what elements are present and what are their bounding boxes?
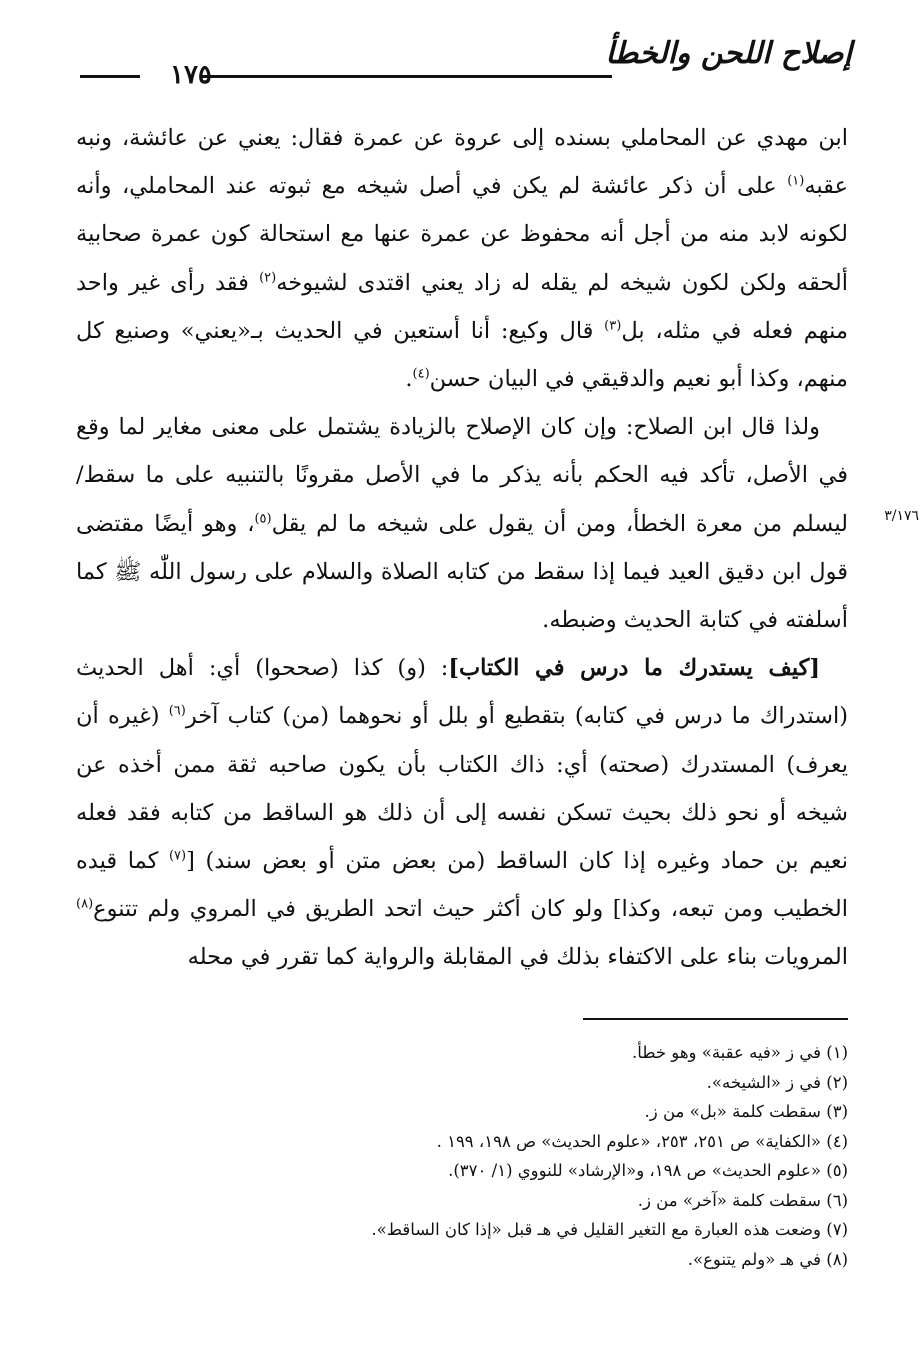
footnote-item: (٦) سقطت كلمة «آخر» من ز. <box>637 1190 848 1210</box>
section-heading: [كيف يستدرك ما درس في الكتاب] <box>448 655 820 682</box>
header-rule <box>202 75 612 78</box>
footnote-ref-2: (٢) <box>259 270 277 286</box>
footnote-item: (١) في ز «فيه عقبة» وهو خطأ. <box>632 1043 848 1062</box>
footnote-ref-3: (٣) <box>604 318 622 334</box>
footnote-ref-6: (٦) <box>168 703 186 719</box>
footnote-ref-8: (٨) <box>76 896 94 912</box>
footnote-ref-1: (١) <box>787 173 805 189</box>
margin-page-reference: ٣/١٧٦ <box>884 508 919 524</box>
header-rule-short <box>80 75 140 78</box>
footnote-item: (٣) سقطت كلمة «بل» من ز. <box>644 1102 848 1121</box>
running-title: إصلاح اللحن والخطأ <box>605 36 852 71</box>
footnote-item: (٥) «علوم الحديث» ص ١٩٨، و«الإرشاد» للنووي (١/ ٣٧٠). <box>448 1161 848 1180</box>
footnote-item: (٢) في ز «الشيخه». <box>706 1072 848 1092</box>
footnote-item: (٧) وضعت هذه العبارة مع التغير القليل في هـ قبل «إذا كان الساقط». <box>371 1220 848 1239</box>
footnote-separator <box>583 1018 848 1020</box>
main-text <box>76 114 848 982</box>
footnotes <box>76 1038 848 1274</box>
footnote-item: (٨) في هـ «ولم يتنوع». <box>687 1249 848 1269</box>
footnote-ref-5: (٥) <box>254 511 272 527</box>
paragraph-1: ابن مهدي عن المحاملي بسنده إلى عروة عن عمرة فقال: يعني عن عائشة، ونبه عقبه$^{(١)}$ على أن ذكر عائشة لم يكن في أصل شيخه مع ثبوته عند المحاملي، وأنه لكونه لابد منه من أجل أنه محفوظ عن عمرة عنها مع استحالة كون عمرة صحابية ألحقه ولكن لكون شيخه لم يقله له زاد يعني اقتدى لشيوخه$^{(٢)}$ فقد رأى غير واحد منهم فعله في مثله، بل$^{(٣)}$ قال وكيع: أنا أستعين في الحديث بـ«يعني» وصنيع كل منهم، وكذا أبو نعيم والدقيقي في البيان حسن$^{(٤)}$. <box>76 125 848 393</box>
footnote-ref-7: (٧) <box>168 848 187 864</box>
page-number: ١٧٥ <box>170 60 212 90</box>
paragraph-3: [كيف يستدرك ما درس في الكتاب]: (و) كذا (صححوا) أي: أهل الحديث (استدراك ما درس في كتابه) بتقطيع أو بلل أو نحوهما (من) كتاب آخر$^{(٦)}$ (غيره أن يعرف) المستدرك (صحته) أي: ذاك الكتاب بأن يكون صاحبه ثقة ممن أخذه عن شيخه أو نحو ذلك بحيث تسكن نفسه إلى أن ذلك هو الساقط من كتابه فقد فعله نعيم بن حماد وغيره إذا كان الساقط (من بعض متن أو بعض سند) [$^{(٧)}$ كما قيده الخطيب ومن تبعه، وكذا] ولو كان أكثر حيث اتحد الطريق في المروي ولم تتنوع$^{(٨)}$ المرويات بناء على الاكتفاء بذلك في المقابلة والرواية كما تقرر في محله <box>76 655 849 971</box>
footnote-item: (٤) «الكفاية» ص ٢٥١، ٢٥٣، «علوم الحديث» ص ١٩٨، ١٩٩ . <box>436 1131 848 1151</box>
footnote-ref-4: (٤) <box>412 366 430 382</box>
page-header <box>80 30 852 90</box>
paragraph-2: ولذا قال ابن الصلاح: وإن كان الإصلاح بالزيادة يشتمل على معنى مغاير لما وقع في الأصل، تأكد فيه الحكم بأنه يذكر ما في الأصل مقرونًا بالتنبيه على ما سقط/ ليسلم من معرة الخطأ، ومن أن يقول على شيخه ما لم يقل$^{(٥)}$، وهو أيضًا مقتضى قول ابن دقيق العيد فيما إذا سقط من كتابه الصلاة والسلام على رسول اللّٰه ﷺ كما أسلفته في كتابة الحديث وضبطه. <box>76 414 848 634</box>
